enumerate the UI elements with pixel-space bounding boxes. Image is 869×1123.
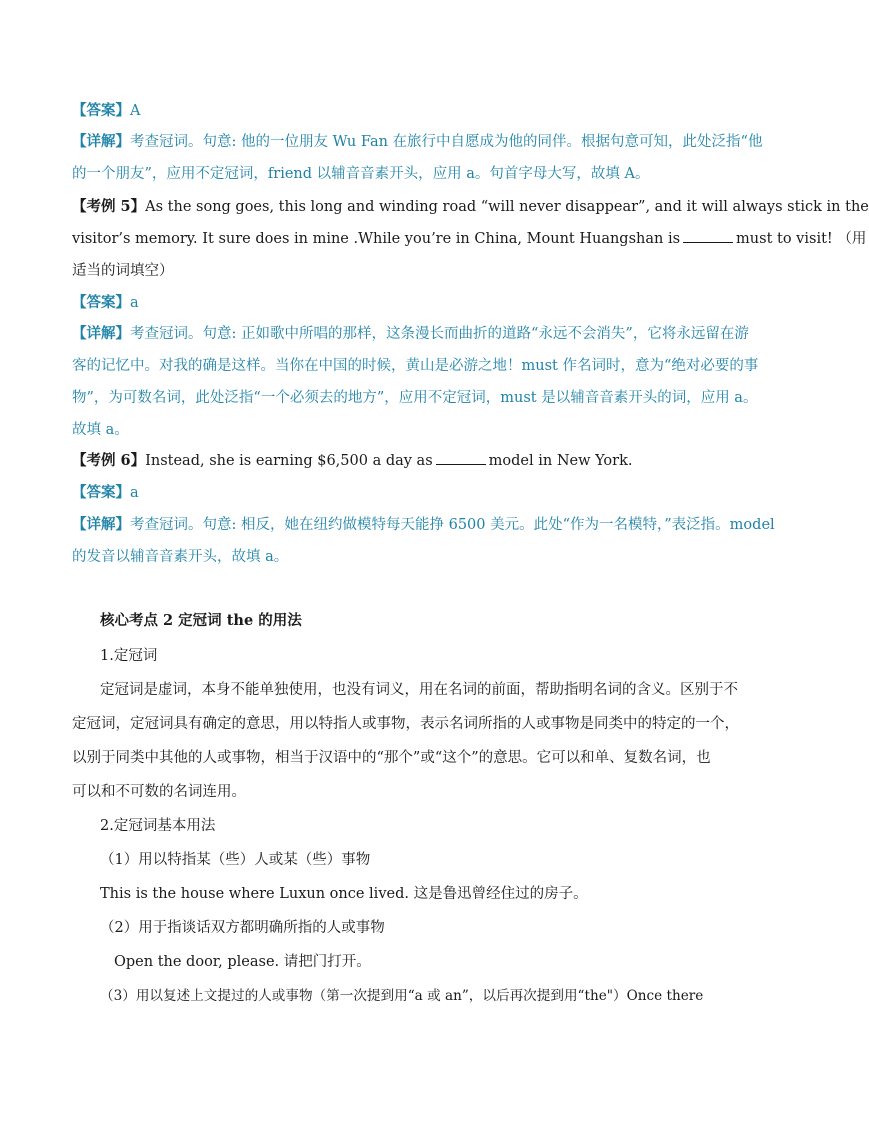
usage-item-2: （2）用于指谈话双方都明确所指的人或事物 bbox=[100, 920, 385, 936]
detail-text: 考查冠词。句意: 正如歌中所唱的那样，这条漫长而曲折的道路“永远不会消失”，它将永远留在游 bbox=[130, 326, 749, 342]
answer-value: a bbox=[130, 485, 139, 501]
detail-line-1a bbox=[72, 131, 763, 153]
detail-text: 考查冠词。句意: 相反，她在纽约做模特每天能挣 6500 美元。此处“作为一名模特，”表泛指。model bbox=[130, 517, 775, 533]
detail-line-5d: 故填 a。 bbox=[72, 422, 129, 438]
answer-tag: 【答案】 bbox=[72, 294, 130, 311]
answer-tag: 【答案】 bbox=[72, 102, 130, 119]
paragraph-line-3: 以别于同类中其他的人或事物，相当于汉语中的“那个”或“这个”的意思。它可以和单、复数名词，也 bbox=[72, 750, 711, 766]
example-tag: 【考例 6】 bbox=[72, 452, 146, 469]
detail-line-6b: 的发音以辅音音素开头，故填 a。 bbox=[72, 549, 289, 565]
detail-text: 考查冠词。句意: 他的一位朋友 Wu Fan 在旅行中自愿成为他的同伴。根据句意可知，此处泛指“他 bbox=[130, 134, 763, 150]
usage-example-1: This is the house where Luxun once lived. 这是鲁迅曾经住过的房子。 bbox=[100, 886, 588, 902]
paragraph-line-1: 定冠词是虚词，本身不能单独使用，也没有词义，用在名词的前面，帮助指明名词的含义。区别于不 bbox=[100, 682, 738, 698]
subheading-1: 1.定冠词 bbox=[100, 648, 158, 664]
detail-tag: 【详解】 bbox=[72, 325, 130, 342]
example-6-line bbox=[72, 450, 732, 472]
detail-line-5b: 客的记忆中。对我的确是这样。当你在中国的时候，黄山是必游之地！must 作名词时，意为“绝对必要的事 bbox=[72, 358, 759, 374]
answer-line-1 bbox=[72, 100, 732, 122]
usage-example-2: Open the door, please. 请把门打开。 bbox=[114, 954, 371, 970]
answer-value: a bbox=[130, 295, 139, 311]
example-5-line-3: 适当的词填空） bbox=[72, 263, 174, 279]
example-text: visitor’s memory. It sure does in mine .While you’re in China, Mount Huangshan is bbox=[72, 231, 681, 247]
subheading-2: 2.定冠词基本用法 bbox=[100, 818, 216, 834]
detail-tag: 【详解】 bbox=[72, 133, 130, 150]
detail-line-1b: 的一个朋友”，应用不定冠词，friend 以辅音音素开头，应用 a。句首字母大写，故填 A。 bbox=[72, 166, 650, 182]
example-tag: 【考例 5】 bbox=[72, 198, 146, 215]
fill-blank bbox=[436, 450, 486, 465]
answer-tag: 【答案】 bbox=[72, 484, 130, 501]
example-text: As the song goes, this long and winding road “will never disappear”, and it will always stick in the bbox=[145, 199, 869, 215]
example-5-line-2 bbox=[72, 228, 867, 250]
answer-line-5 bbox=[72, 292, 732, 314]
section-heading: 核心考点 2 定冠词 the 的用法 bbox=[100, 612, 302, 629]
detail-tag: 【详解】 bbox=[72, 516, 130, 533]
usage-item-3: （3）用以复述上文提过的人或事物（第一次提到用“a 或 an”，以后再次提到用“the"）Once there bbox=[100, 988, 704, 1004]
answer-value: A bbox=[130, 103, 141, 119]
example-5-line-1 bbox=[72, 196, 869, 218]
detail-line-5c: 物”，为可数名词，此处泛指“一个必须去的地方”，应用不定冠词，must 是以辅音音素开头的词，应用 a。 bbox=[72, 390, 758, 406]
answer-line-6 bbox=[72, 482, 732, 504]
paragraph-line-2: 定冠词，定冠词具有确定的意思，用以特指人或事物，表示名词所指的人或事物是同类中的特定的一个， bbox=[72, 716, 739, 732]
fill-blank bbox=[683, 228, 733, 243]
example-text: model in New York. bbox=[488, 453, 633, 469]
detail-line-5a bbox=[72, 323, 749, 345]
paragraph-line-4: 可以和不可数的名词连用。 bbox=[72, 784, 246, 800]
example-text: Instead, she is earning $6,500 a day as bbox=[145, 453, 433, 469]
usage-item-1: （1）用以特指某（些）人或某（些）事物 bbox=[100, 852, 371, 868]
example-text: must to visit! （用 bbox=[736, 231, 867, 247]
detail-line-6a bbox=[72, 514, 775, 536]
